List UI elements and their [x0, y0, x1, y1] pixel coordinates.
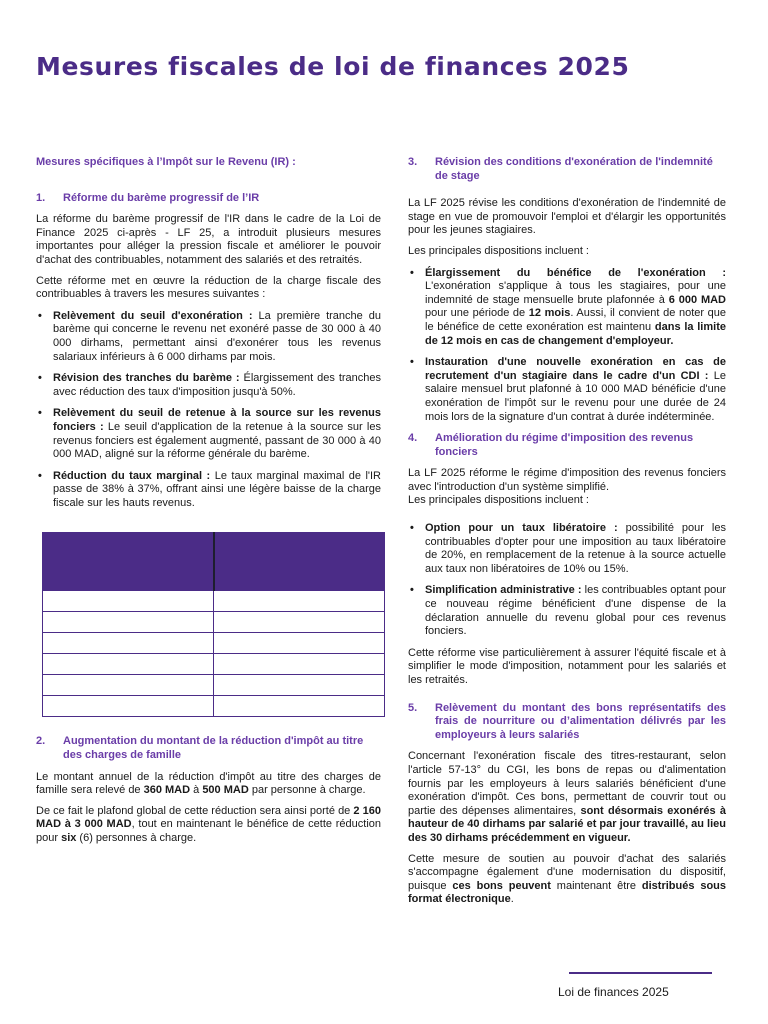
paragraph — [408, 750, 726, 845]
table-row — [43, 612, 385, 633]
text: . — [510, 893, 514, 906]
bold-text: Instauration d'une nouvelle exonération en cas de recrutement d'un stagiaire dans le cadre d'un CDI : — [425, 356, 726, 382]
table-header-row — [43, 533, 385, 591]
section-number: 5. — [408, 701, 418, 714]
bold-text: six — [61, 832, 77, 845]
text: Le montant annuel de la réduction d'impôt au titre des charges de famille sera relevé de — [36, 770, 381, 797]
text: Concernant l'exonération fiscale des titres-restaurant, selon l'article 57-13° du CGI, les bons de repas ou d'alimentation fournis par les employeurs à leurs salariés bénéficient d'une exonération d'impôt. Ces bons, permettant de couvrir tout ou partie des dépenses alimentaires, — [408, 750, 726, 817]
paragraph: La réforme du barème progressif de l'IR dans le cadre de la Loi de Finance 2025 ci-après - LF 25, a introduit plusieurs mesures importantes pour alléger la pression fiscale et améliorer le pouvoir d'achat des contribuables, notamment des salariés et des retraités. — [36, 213, 381, 266]
list-item — [36, 407, 381, 461]
table-cell — [43, 591, 214, 612]
empty-table — [42, 532, 385, 717]
bullet-list — [408, 522, 726, 639]
footer-text: Loi de finances 2025 — [558, 985, 669, 999]
table-cell — [43, 612, 214, 633]
text: les contribuables optant pour ce nouveau régime bénéficient d'une dispense de la déclaration annuelle du revenu global pour ces revenus fonciers. — [425, 584, 726, 638]
text: Élargissement des tranches avec réduction des taux d'imposition jusqu'à 50%. — [53, 372, 382, 398]
section-number: 4. — [408, 432, 418, 445]
text: par personne à charge. — [248, 784, 366, 797]
text: Le taux marginal maximal de l'IR passe de 38% à 37%, offrant ainsi une légère baisse de la charge fiscale sur les hauts revenus. — [53, 469, 381, 509]
bold-text: Élargissement du bénéfice de l'exonération : — [425, 266, 726, 279]
bold-text: 360 MAD — [143, 784, 191, 797]
section-1-heading — [36, 192, 381, 206]
bold-text: Relèvement du seuil d'exonération : — [53, 309, 253, 322]
paragraph: Les principales dispositions incluent : — [408, 244, 589, 257]
bold-text: dans la limite de 12 mois en cas de changement d'employeur. — [425, 320, 726, 347]
text: Cette mesure de soutien au pouvoir d'achat des salariés s'accompagne également d'une modernisation du dispositif, puisque — [408, 852, 726, 892]
right-column — [408, 150, 726, 914]
list-item — [408, 356, 726, 424]
section-number: 2. — [36, 735, 46, 748]
text: possibilité pour les contribuables d'opter pour une imposition au taux libératoire de 20%, en remplacement de la retenue à la source actuelle aux taux non libératoires de 10% ou 15%. — [425, 522, 726, 575]
bold-text: distribués sous format électronique — [408, 879, 727, 906]
section-title: Relèvement du montant des bons représentatifs des frais de nourriture ou d’alimentation délivrés par les employeurs à leurs salariés — [435, 701, 726, 741]
bold-text: 2 160 MAD à 3 000 MAD — [36, 804, 381, 831]
table-header-cell — [43, 533, 214, 591]
section-title: Augmentation du montant de la réduction d'impôt au titre des charges de famille — [63, 735, 364, 762]
bold-text: sont désormais exonérés à hauteur de 40 dirhams par salarié et par jour travaillé, au lieu des 30 dirhams précédemment en vigueur. — [408, 804, 726, 844]
list-item — [408, 584, 726, 638]
table-cell — [214, 654, 385, 675]
text: , tout en maintenant le bénéfice de cette réduction pour — [36, 818, 381, 845]
ir-intro-heading: Mesures spécifiques à l’Impôt sur le Revenu (IR) : — [36, 156, 296, 168]
table-row — [43, 696, 385, 717]
section-number: 3. — [408, 156, 418, 168]
text: . Aussi, il convient de noter que le bénéfice de cette exonération est maintenu — [425, 307, 727, 333]
paragraph: Cette réforme met en œuvre la réduction de la charge fiscale des contribuables à travers les mesures suivantes : — [36, 274, 381, 301]
bold-text: Réduction du taux marginal : — [53, 469, 211, 482]
bullet-list — [408, 267, 726, 425]
section-title: Amélioration du régime d'imposition des revenus fonciers — [435, 432, 694, 458]
text: Le seuil d'application de la retenue à la source sur les revenus fonciers est également augmenté, passant de 30 000 à 40 000 MAD, aligné sur la réforme générale du barème. — [53, 420, 381, 461]
table-row — [43, 633, 385, 654]
bold-text: Simplification administrative : — [425, 584, 582, 597]
paragraph: Cette réforme vise particulièrement à assurer l'équité fiscale et à simplifier le mode d'imposition, notamment pour les salariés et les retraités. — [408, 646, 726, 686]
table-cell — [43, 696, 214, 717]
table-row — [43, 591, 385, 612]
table-row — [43, 654, 385, 675]
footer-divider — [569, 972, 712, 974]
paragraph — [408, 853, 726, 907]
bullet-list — [36, 310, 381, 511]
text: La première tranche du barème qui concerne le revenu net exonéré passe de 30 000 à 40 000 dirhams, permettant ainsi d'exonérer tous les revenus salariaux inférieurs à 6 000 dirhams par mois. — [53, 309, 381, 363]
paragraph — [36, 771, 381, 798]
table-cell — [214, 591, 385, 612]
section-4-heading — [408, 432, 726, 459]
text: pour une période de — [425, 307, 529, 320]
text: maintenant être — [550, 879, 642, 892]
section-5-heading — [408, 702, 726, 743]
text: Les principales dispositions incluent : — [408, 494, 589, 507]
paragraph: La LF 2025 révise les conditions d'exonération de l'indemnité de stage en vue de promouvoir l'emploi et d'élargir les opportunités pour les jeunes stagiaires. — [408, 197, 726, 237]
table-cell — [214, 675, 385, 696]
bold-text: 12 mois — [528, 307, 571, 320]
table-cell — [214, 633, 385, 654]
table-header-cell — [214, 533, 385, 591]
section-2-heading — [36, 735, 381, 762]
table-cell — [214, 696, 385, 717]
list-item — [36, 372, 381, 399]
text: (6) personnes à charge. — [76, 832, 197, 845]
section-title: Révision des conditions d'exonération de l'indemnité de stage — [435, 156, 713, 182]
list-item — [408, 522, 726, 576]
table-cell — [43, 675, 214, 696]
bold-text: Option pour un taux libératoire : — [425, 522, 618, 535]
section-3-heading — [408, 156, 726, 183]
text: Le salaire mensuel brut plafonné à 10 000 MAD bénéficie d'une exonération de l'impôt sur le revenu pour une durée de 24 mois lors de la signature d'un contrat à durée indéterminée. — [425, 369, 726, 423]
table-row — [43, 675, 385, 696]
section-number: 1. — [36, 191, 46, 204]
table-cell — [43, 654, 214, 675]
list-item — [408, 267, 726, 349]
bold-text: ces bons peuvent — [452, 879, 551, 892]
bold-text: Relèvement du seuil de retenue à la source sur les revenus fonciers : — [53, 407, 381, 433]
table-cell — [214, 612, 385, 633]
table-cell — [43, 633, 214, 654]
bold-text: 500 MAD — [202, 784, 249, 797]
bold-text: 6 000 MAD — [668, 293, 726, 306]
paragraph — [36, 805, 381, 846]
section-title: Réforme du barème progressif de l’IR — [63, 191, 260, 204]
text: La LF 2025 réforme le régime d'imposition des revenus fonciers avec l'introduction d'un système simplifié. — [408, 467, 726, 493]
text: De ce fait le plafond global de cette réduction sera ainsi porté de — [36, 804, 354, 817]
list-item — [36, 470, 381, 511]
text: à — [190, 784, 203, 797]
left-column — [36, 150, 381, 853]
list-item — [36, 310, 381, 364]
paragraph — [408, 467, 726, 508]
bold-text: Révision des tranches du barème : — [53, 372, 240, 385]
page-title: Mesures fiscales de loi de finances 2025 — [36, 52, 630, 81]
text: L'exonération s'applique à tous les stagiaires, pour une indemnité de stage mensuelle brute plafonnée à — [425, 280, 726, 306]
